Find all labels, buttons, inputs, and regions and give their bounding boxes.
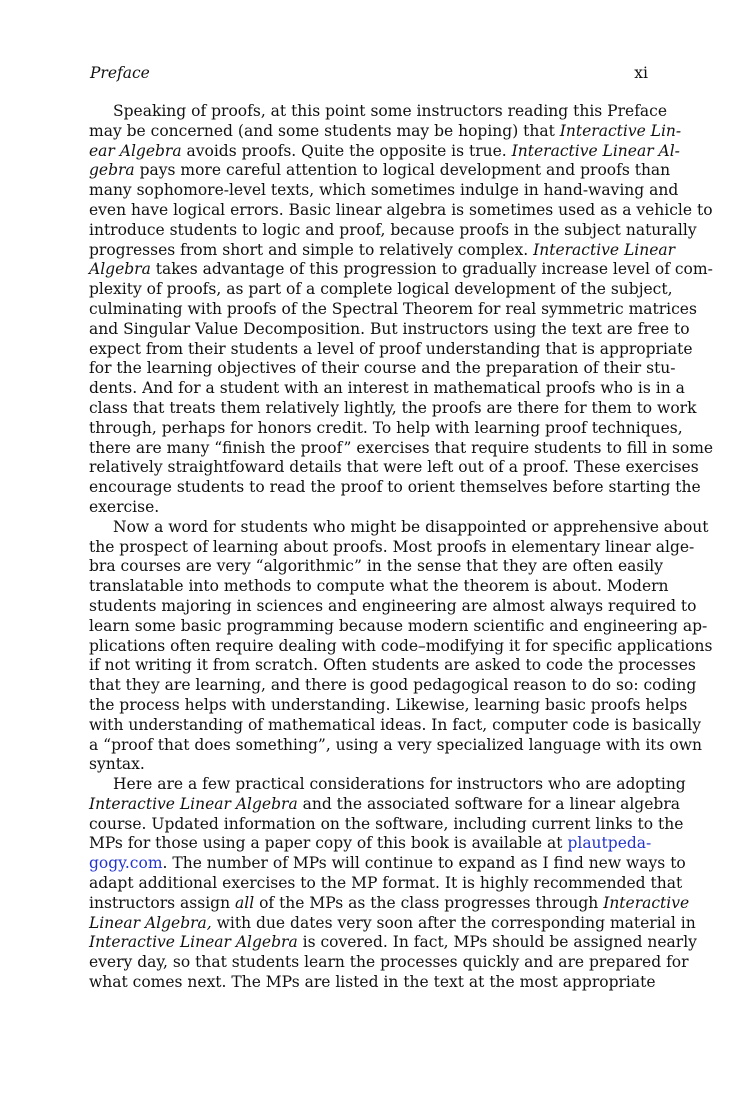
text-line (89, 418, 683, 439)
text-segment: Now a word for students who might be disappointed or apprehensive about (113, 517, 709, 536)
text-segment: students majoring in sciences and engineering are almost always required to (89, 596, 697, 615)
text-segment: plexity of proofs, as part of a complete logical development of the subject, (89, 280, 673, 299)
text-line (89, 893, 690, 914)
text-line (89, 319, 690, 340)
text-line (89, 379, 685, 399)
text-line (89, 695, 688, 716)
italic-text: Linear Algebra, (89, 913, 212, 932)
text-line (89, 913, 696, 934)
italic-text: Interactive Lin- (559, 121, 682, 140)
website-link[interactable]: gogy.com (89, 854, 163, 873)
text-segment: expect from their students a level of proof understanding that is appropriate (89, 339, 693, 358)
text-segment: translatable into methods to compute what the theorem is about. Modern (89, 577, 669, 596)
running-head (90, 64, 648, 86)
text-segment: introduce students to logic and proof, because proofs in the subject naturally (89, 220, 697, 239)
text-segment: is covered. In fact, MPs should be assigned nearly (297, 933, 697, 952)
italic-text: Algebra (89, 260, 151, 279)
text-line (89, 953, 689, 973)
text-line (89, 240, 676, 261)
text-segment: progresses from short and simple to relatively complex. (89, 240, 534, 259)
text-line (89, 121, 682, 142)
text-segment: class that treats them relatively lightly, the proofs are there for them to work (89, 398, 697, 417)
text-segment: what comes next. The MPs are listed in the text at the most appropriate (89, 973, 656, 992)
italic-text: Interactive Linear Al- (511, 141, 680, 160)
text-line (89, 676, 697, 696)
text-line (89, 141, 680, 162)
text-line (89, 478, 701, 498)
website-link[interactable]: plautpeda- (567, 834, 652, 853)
text-segment: bra courses are very “algorithmic” in the sense that they are often easily (89, 557, 664, 576)
text-line (89, 557, 664, 577)
text-line (89, 299, 697, 320)
text-line (89, 755, 649, 775)
text-segment: syntax. (89, 755, 145, 774)
body-text (89, 102, 714, 993)
text-line (89, 933, 697, 953)
text-segment: and Singular Value Decomposition. But instructors using the text are free to (89, 319, 690, 338)
text-segment: through, perhaps for honors credit. To help with learning proof techniques, (89, 418, 683, 437)
text-segment: plications often require dealing with code–modifying it for specific applications (89, 636, 713, 655)
text-line (89, 834, 652, 854)
italic-text: ear Algebra (89, 141, 182, 160)
text-segment: the process helps with understanding. Likewise, learning basic proofs helps (89, 695, 688, 714)
text-segment: may be concerned (and some students may be hoping) that (89, 121, 560, 140)
text-line (89, 280, 673, 300)
text-line (89, 577, 669, 597)
page-number: xi (634, 64, 648, 82)
text-segment: avoids proofs. Quite the opposite is true. (181, 141, 512, 160)
text-line (89, 775, 686, 795)
text-line (89, 498, 649, 518)
italic-text: Interactive Linear Algebra (89, 933, 298, 952)
text-segment: with due dates very soon after the corresponding material in (211, 913, 696, 932)
text-segment: pays more careful attention to logical development and proofs than (134, 161, 671, 180)
text-line (89, 339, 693, 360)
text-line (89, 616, 708, 637)
text-line (89, 200, 713, 221)
text-line (89, 874, 683, 894)
text-segment: and the associated software for a linear algebra (297, 794, 680, 813)
text-line (89, 636, 713, 657)
text-line (89, 458, 699, 478)
text-segment: instructors assign (89, 893, 235, 912)
text-line (89, 735, 702, 756)
text-segment: of the MPs as the class progresses through (254, 893, 604, 912)
text-segment: learn some basic programming because modern scientific and engineering ap- (89, 616, 708, 635)
text-segment: culminating with proofs of the Spectral Theorem for real symmetric matrices (89, 299, 697, 318)
text-line (89, 854, 686, 874)
text-line (89, 161, 671, 181)
text-segment: course. Updated information on the software, including current links to the (89, 814, 684, 833)
text-segment: every day, so that students learn the processes quickly and are prepared for (89, 953, 689, 972)
text-line (89, 794, 680, 815)
text-segment: Speaking of proofs, at this point some instructors reading this Preface (113, 102, 668, 120)
text-line (89, 517, 709, 538)
text-segment: a “proof that does something”, using a very specialized language with its own (89, 735, 702, 754)
text-segment: Here are a few practical considerations for instructors who are adopting (113, 775, 686, 794)
text-segment: relatively straightfoward details that were left out of a proof. These exercises (89, 458, 699, 477)
text-segment: the prospect of learning about proofs. Most proofs in elementary linear alge- (89, 537, 695, 556)
text-line (89, 438, 714, 459)
text-line (89, 220, 697, 241)
text-segment: even have logical errors. Basic linear algebra is sometimes used as a vehicle to (89, 200, 713, 219)
text-line (89, 656, 696, 676)
text-line (89, 973, 656, 993)
text-segment: MPs for those using a paper copy of this book is available at (89, 834, 568, 853)
text-line (89, 181, 679, 201)
text-segment: . The number of MPs will continue to expand as I find new ways to (162, 854, 686, 873)
text-segment: encourage students to read the proof to orient themselves before starting the (89, 478, 701, 497)
italic-text: all (235, 893, 255, 912)
text-line (89, 398, 697, 419)
text-segment: takes advantage of this progression to gradually increase level of com- (150, 260, 713, 279)
italic-text: Interactive (603, 893, 690, 912)
text-segment: if not writing it from scratch. Often students are asked to code the processes (89, 656, 696, 675)
text-segment: many sophomore-level texts, which sometimes indulge in hand-waving and (89, 181, 679, 200)
text-segment: with understanding of mathematical ideas. In fact, computer code is basically (89, 715, 701, 734)
text-line (89, 715, 701, 736)
text-line (89, 596, 697, 617)
italic-text: Interactive Linear (533, 240, 676, 259)
italic-text: gebra (89, 161, 135, 180)
text-segment: there are many “finish the proof” exercises that require students to fill in some (89, 438, 714, 457)
chapter-title: Preface (90, 64, 150, 82)
paragraph (89, 517, 713, 775)
text-line (89, 102, 668, 122)
text-segment: dents. And for a student with an interest in mathematical proofs who is in a (89, 379, 685, 398)
text-segment: exercise. (89, 497, 160, 516)
text-segment: for the learning objectives of their course and the preparation of their stu- (89, 359, 676, 378)
text-segment: adapt additional exercises to the MP format. It is highly recommended that (89, 874, 683, 893)
paragraph (89, 102, 714, 518)
text-line (89, 359, 676, 379)
text-line (89, 814, 684, 835)
italic-text: Interactive Linear Algebra (89, 794, 298, 813)
text-segment: that they are learning, and there is good pedagogical reason to do so: coding (89, 676, 697, 695)
text-line (89, 260, 713, 280)
text-line (89, 537, 695, 558)
paragraph (89, 775, 697, 993)
